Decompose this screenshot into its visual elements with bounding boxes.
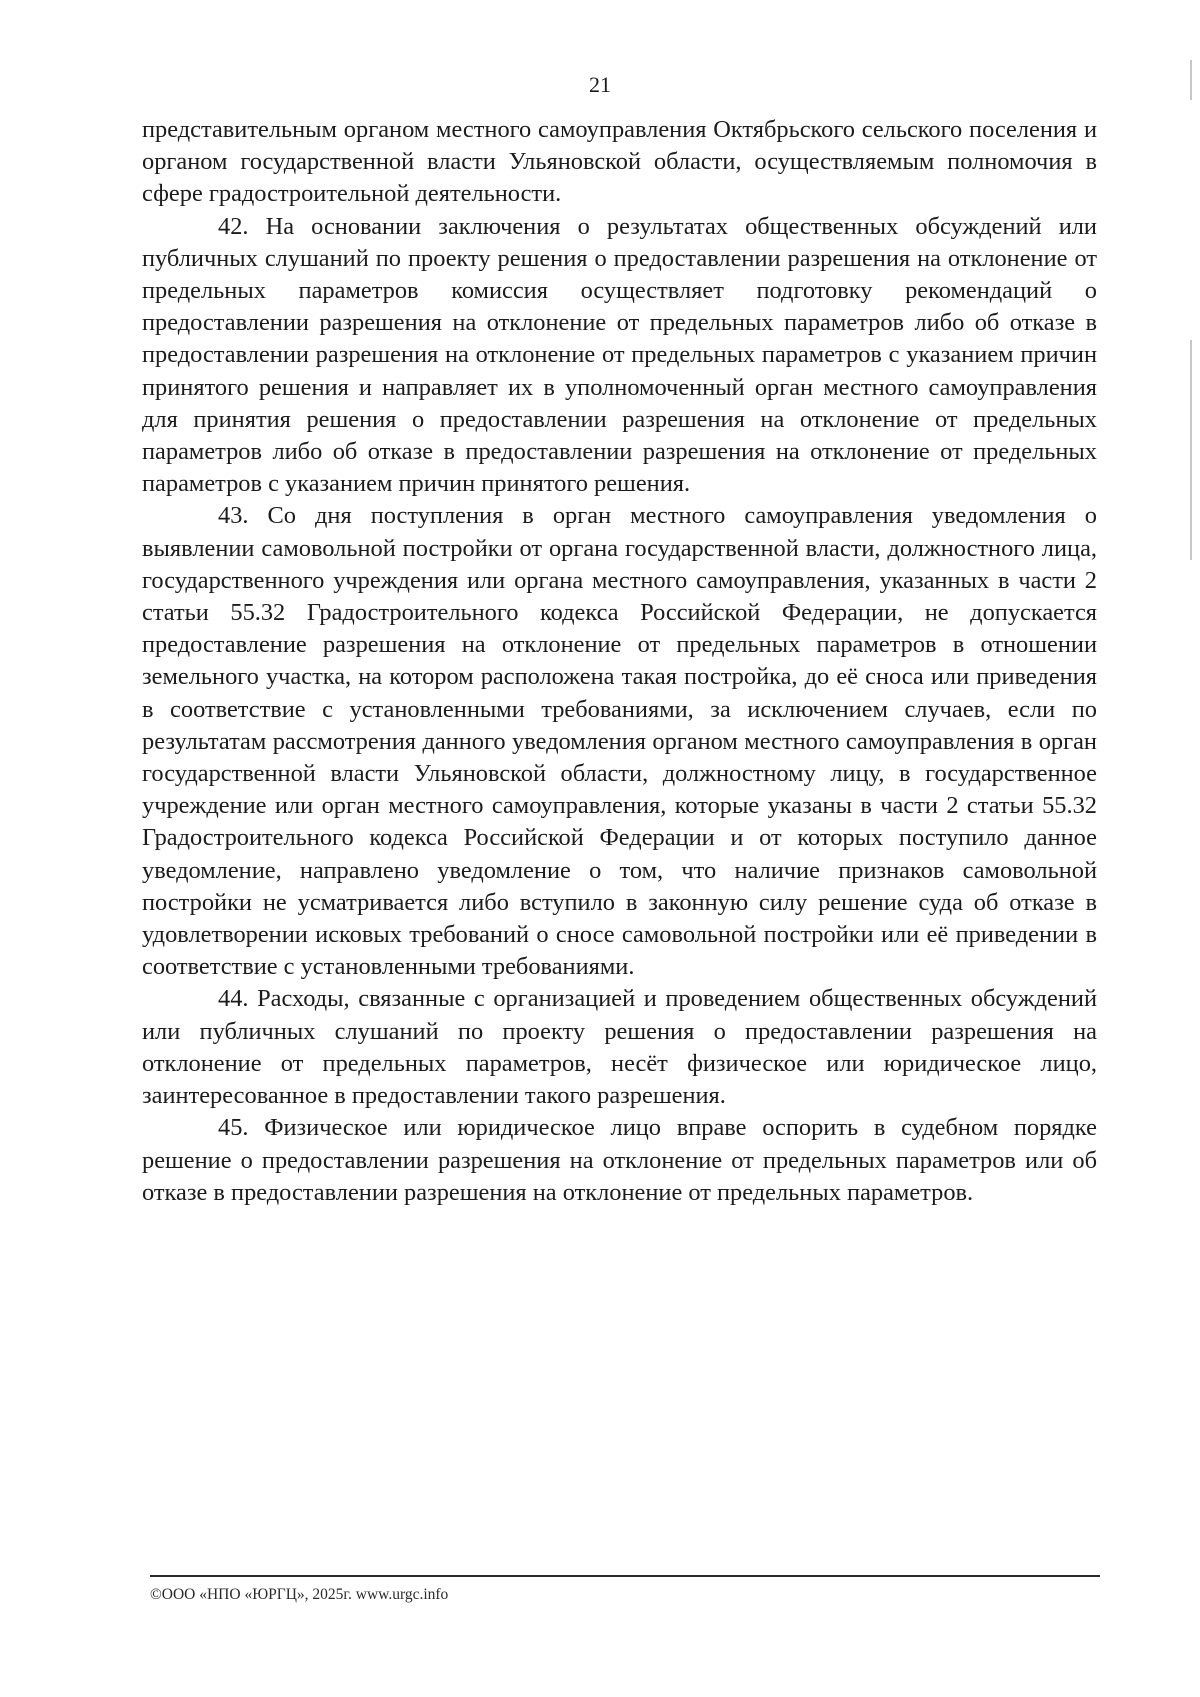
- paragraph-42: 42. На основании заключения о результатах общественных обсуждений или публичных слушаний по проекту решения о предоставлении разрешения на отклонение от предельных параметров комиссия осуществляет подготовку рекомендаций о предоставлении разрешения на отклонение от предельных параметров либо об отказе в предоставлении разрешения на отклонение от предельных параметров с указанием причин принятого решения и направляет их в уполномоченный орган местного самоуправления для принятия решения о предоставлении разрешения на отклонение от предельных параметров либо об отказе в предоставлении разрешения на отклонение от предельных параметров с указанием причин принятого решения.: [142, 212, 1097, 498]
- footer-divider: [150, 1575, 1100, 1577]
- page-number: 21: [589, 72, 611, 97]
- scan-edge-mark: [1190, 340, 1192, 560]
- document-body: [142, 114, 1097, 1209]
- footer-copyright: ©ООО «НПО «ЮРГЦ», 2025г. www.urgc.info: [150, 1586, 449, 1603]
- paragraph-45: 45. Физическое или юридическое лицо вправе оспорить в судебном порядке решение о предоставлении разрешения на отклонение от предельных параметров или об отказе в предоставлении разрешения на отклонение от предельных параметров.: [142, 1114, 1097, 1206]
- scan-edge-mark: [1190, 60, 1192, 100]
- paragraph-continuation: представительным органом местного самоуправления Октябрьского сельского поселения и органом государственной власти Ульяновской области, осуществляемым полномочия в сфере градостроительной деятельности.: [142, 116, 1097, 208]
- paragraph-44: 44. Расходы, связанные с организацией и проведением общественных обсуждений или публичных слушаний по проекту решения о предоставлении разрешения на отклонение от предельных параметров, несёт физическое или юридическое лицо, заинтересованное в предоставлении такого разрешения.: [142, 985, 1097, 1110]
- paragraph-43: 43. Со дня поступления в орган местного самоуправления уведомления о выявлении самовольной постройки от органа государственной власти, должностного лица, государственного учреждения или органа местного самоуправления, указанных в части 2 статьи 55.32 Градостроительного кодекса Российской Федерации, не допускается предоставление разрешения на отклонение от предельных параметров в отношении земельного участка, на котором расположена такая постройка, до её сноса или приведения в соответствие с установленными требованиями, за исключением случаев, если по результатам рассмотрения данного уведомления органом местного самоуправления в орган государственной власти Ульяновской области, должностному лицу, в государственное учреждение или орган местного самоуправления, которые указаны в части 2 статьи 55.32 Градостроительного кодекса Российской Федерации и от которых поступило данное уведомление, направлено уведомление о том, что наличие признаков самовольной постройки не усматривается либо вступило в законную силу решение суда об отказе в удовлетворении исковых требований о сносе самовольной постройки или её приведении в соответствие с установленными требованиями.: [142, 502, 1097, 981]
